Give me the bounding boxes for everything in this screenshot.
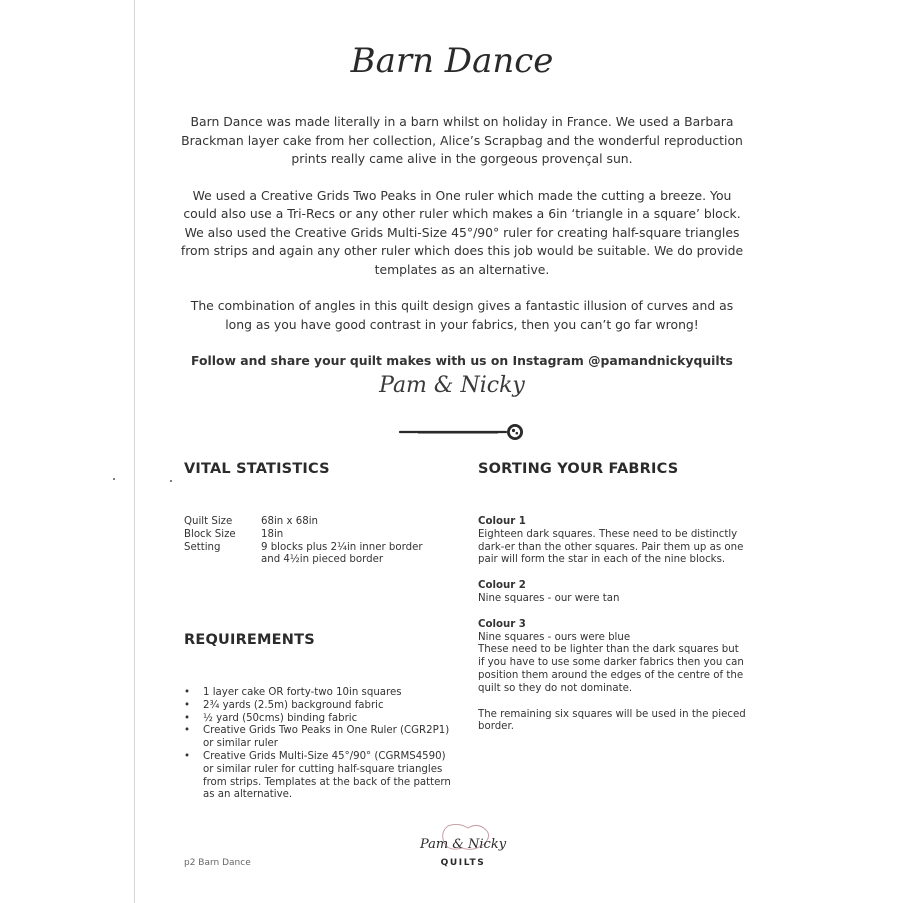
list-item: • 1 layer cake OR forty-two 10in squares	[184, 687, 454, 700]
list-item: • Creative Grids Multi-Size 45°/90° (CGRMS4590) or similar ruler for cutting half-square triangles from strips. Templates at the back of the pattern as an alternative.	[184, 751, 454, 802]
intro-paragraph: We used a Creative Grids Two Peaks in One ruler which made the cutting a breeze. You could also use a Tri-Recs or any other ruler which makes a 6in ‘triangle in a square’ block. We also used the Creative Grids Multi-Size 45°/90° ruler for creating half-square triangles from strips and again any other ruler which does this job would be suitable. We do provide templates as an alternative.	[180, 187, 744, 277]
pam-nicky-quilts-logo	[408, 820, 518, 870]
colour-3-text: These need to be lighter than the dark squares but if you have to use some darker fabrics then you can position them around the edges of the centre of the quilt so they do not dominate.	[478, 644, 744, 694]
stray-dot	[170, 480, 172, 482]
instagram-follow: Follow and share your quilt makes with us on Instagram @pamandnickyquilts	[191, 353, 733, 368]
requirements-list	[184, 687, 454, 802]
colour-2-title: Colour 2	[478, 580, 526, 592]
stat-label: Setting	[184, 541, 221, 553]
colour-1-title: Colour 1	[478, 516, 526, 527]
colour-2-block	[478, 580, 746, 606]
list-item: • ½ yard (50cms) binding fabric	[184, 713, 454, 726]
title-text: Barn Dance	[350, 41, 553, 81]
page-footer: p2 Barn Dance	[184, 858, 251, 868]
stat-value: 9 blocks plus 2¼in inner border and 4½in pieced border	[261, 541, 423, 566]
intro-text	[180, 113, 744, 389]
page-title	[0, 30, 903, 90]
requirements-heading: REQUIREMENTS	[184, 632, 315, 648]
intro-paragraph: The combination of angles in this quilt design gives a fantastic illusion of curves and as long as you have good contrast in your fabrics, then you can’t go far wrong!	[190, 298, 734, 332]
stat-value: 68in x 68in	[261, 516, 319, 527]
list-item: • Creative Grids Two Peaks in One Ruler (CGR2P1) or similar ruler	[184, 725, 454, 751]
stray-dot	[113, 478, 115, 480]
page-gutter-line	[134, 0, 135, 903]
list-item: • 2¾ yards (2.5m) background fabric	[184, 700, 454, 713]
logo-script: Pam & Nicky	[419, 837, 507, 852]
sorting-fabrics-heading: SORTING YOUR FABRICS	[478, 461, 679, 477]
colour-1-block	[478, 516, 746, 567]
vital-statistics	[184, 516, 441, 567]
stat-label: Block Size	[184, 528, 236, 540]
stat-row	[184, 529, 441, 542]
stat-label: Quilt Size	[184, 516, 233, 527]
colour-3-line: Nine squares - ours were blue	[478, 631, 631, 643]
stat-value: 18in	[261, 528, 284, 540]
logo-word: QUILTS	[440, 858, 486, 868]
colour-2-text: Nine squares - our were tan	[478, 592, 620, 604]
colour-3-title: Colour 3	[478, 618, 526, 630]
stat-row	[184, 516, 441, 529]
signature	[0, 362, 903, 408]
vital-statistics-heading: VITAL STATISTICS	[184, 461, 330, 477]
stat-row	[184, 542, 441, 568]
pin-divider-icon	[398, 420, 528, 444]
remaining-squares-text: The remaining six squares will be used in the pieced border.	[478, 708, 746, 733]
signature-text: Pam & Nicky	[378, 373, 525, 398]
sorting-fabrics	[478, 516, 746, 747]
colour-3-block	[478, 619, 746, 696]
colour-1-text: Eighteen dark squares. These need to be distinctly dark-er than the other squares. Pair them up as one pair will form the star in each of the nine blocks.	[478, 528, 744, 566]
intro-paragraph: Barn Dance was made literally in a barn whilst on holiday in France. We used a Barbara Brackman layer cake from her collection, Alice’s Scrapbag and the wonderful reproduction prints really came alive in the gorgeous provençal sun.	[181, 114, 743, 166]
title-script	[342, 30, 562, 90]
